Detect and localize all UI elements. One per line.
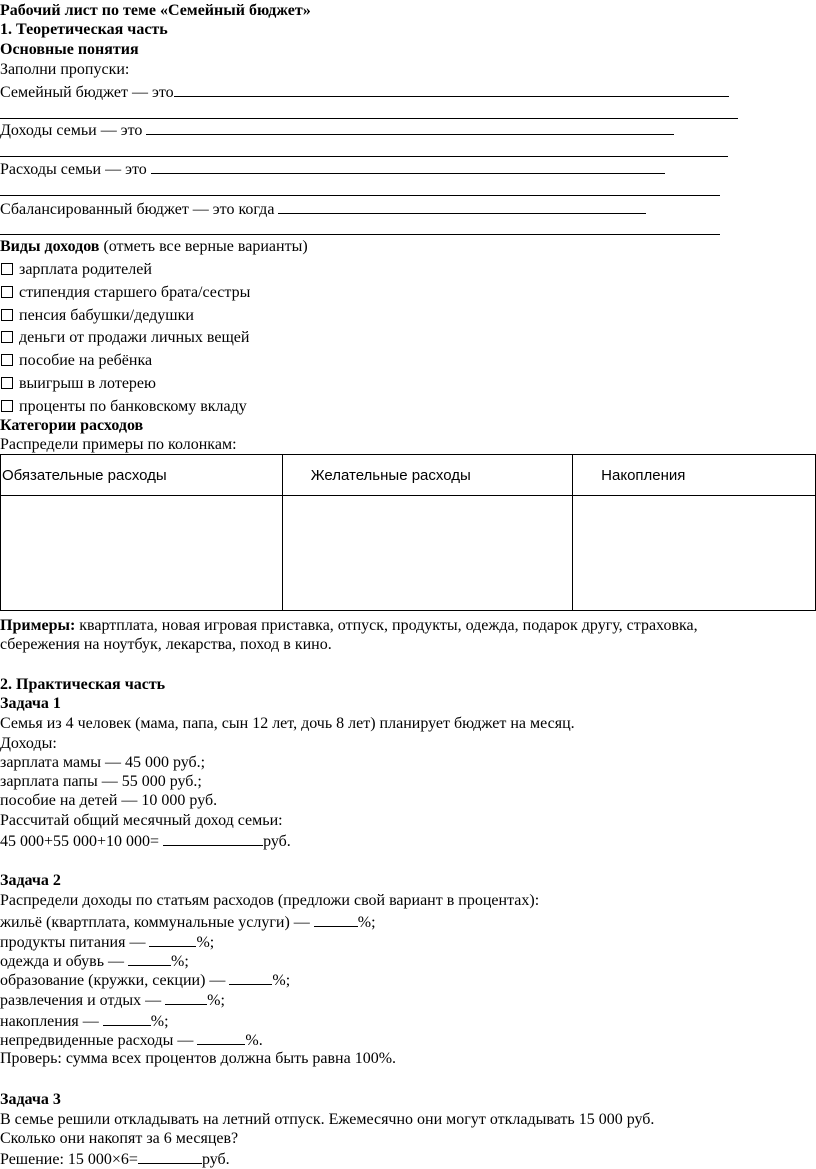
income-types-heading: Виды доходов bbox=[0, 238, 100, 255]
task2-item bbox=[0, 990, 225, 1008]
task2-item-label: продукты питания — bbox=[0, 934, 146, 951]
checkbox[interactable] bbox=[1, 400, 13, 412]
question-balanced-label: Сбалансированный бюджет — это когда bbox=[0, 201, 275, 218]
task2-heading: Задача 2 bbox=[0, 872, 61, 889]
income-option[interactable] bbox=[0, 284, 250, 302]
task3-question: Сколько они накопят за 6 месяцев? bbox=[0, 1130, 239, 1147]
task1-line: Семья из 4 человек (мама, папа, сын 12 лет, дочь 8 лет) планирует бюджет на месяц. bbox=[0, 715, 575, 732]
task2-item bbox=[0, 912, 376, 930]
task2-intro: Распредели доходы по статьям расходов (предложи свой вариант в процентах): bbox=[0, 892, 540, 909]
checkbox[interactable] bbox=[1, 263, 13, 275]
income-types-line bbox=[0, 238, 308, 256]
column-header-savings: Накопления bbox=[573, 455, 816, 496]
answer-blank[interactable] bbox=[278, 199, 646, 214]
percent-blank[interactable] bbox=[197, 1030, 245, 1045]
percent-blank[interactable] bbox=[314, 912, 358, 927]
percent-suffix: %; bbox=[196, 934, 215, 951]
percent-suffix: %; bbox=[171, 953, 189, 970]
checkbox[interactable] bbox=[1, 377, 13, 389]
task1-question: Рассчитай общий месячный доход семьи: bbox=[0, 812, 283, 829]
column-header-desirable: Желательные расходы bbox=[282, 455, 572, 496]
question-expenses-label: Расходы семьи — это bbox=[0, 161, 147, 178]
question-budget-label: Семейный бюджет — это bbox=[0, 84, 174, 101]
answer-cell-mandatory[interactable] bbox=[1, 496, 283, 611]
answer-line[interactable] bbox=[0, 234, 720, 235]
expense-categories-heading: Категории расходов bbox=[0, 417, 144, 434]
option-label: пенсия бабушки/дедушки bbox=[19, 307, 194, 324]
income-types-hint: (отметь все верные варианты) bbox=[99, 238, 308, 255]
distribute-instruction: Распредели примеры по колонкам: bbox=[0, 436, 237, 453]
percent-suffix: %; bbox=[150, 1013, 169, 1030]
answer-blank[interactable] bbox=[138, 1149, 202, 1164]
task1-heading: Задача 1 bbox=[0, 695, 61, 712]
answer-line[interactable] bbox=[0, 118, 738, 119]
checkbox[interactable] bbox=[1, 309, 13, 321]
checkbox[interactable] bbox=[1, 354, 13, 366]
percent-blank[interactable] bbox=[165, 990, 207, 1005]
option-label: деньги от продажи личных вещей bbox=[19, 329, 250, 346]
option-label: стипендия старшего брата/сестры bbox=[19, 284, 251, 301]
table-header-row bbox=[1, 455, 816, 496]
examples-text: квартплата, новая игровая приставка, отпуск, продукты, одежда, подарок другу, страховка, bbox=[75, 617, 698, 634]
percent-blank[interactable] bbox=[128, 951, 171, 966]
option-label: пособие на ребёнка bbox=[19, 352, 153, 369]
examples-line bbox=[0, 617, 698, 635]
task2-item bbox=[0, 951, 189, 969]
examples-label: Примеры: bbox=[0, 617, 76, 634]
column-header-mandatory: Обязательные расходы bbox=[1, 455, 283, 496]
answer-cell-desirable[interactable] bbox=[282, 496, 572, 611]
percent-suffix: %; bbox=[272, 972, 291, 989]
task2-check: Проверь: сумма всех процентов должна быть равна 100%. bbox=[0, 1050, 397, 1067]
task3-heading: Задача 3 bbox=[0, 1091, 61, 1108]
task1-item: зарплата мамы — 45 000 руб.; bbox=[0, 754, 206, 771]
task2-item-label: непредвиденные расходы — bbox=[0, 1032, 194, 1049]
question-income-label: Доходы семьи — это bbox=[0, 122, 143, 139]
income-option[interactable] bbox=[0, 398, 247, 416]
income-option[interactable] bbox=[0, 329, 249, 347]
task3-unit: руб. bbox=[201, 1151, 230, 1168]
task3-solution-line bbox=[0, 1149, 230, 1167]
task3-line: В семье решили откладывать на летний отпуск. Ежемесячно они могут откладывать 15 000 руб. bbox=[0, 1111, 655, 1128]
examples-text-2: сбережения на ноутбук, лекарства, поход в кино. bbox=[0, 636, 332, 653]
task1-equation-line bbox=[0, 831, 291, 849]
task1-item: зарплата папы — 55 000 руб.; bbox=[0, 773, 202, 790]
answer-cell-savings[interactable] bbox=[573, 496, 816, 611]
task1-unit: руб. bbox=[263, 833, 291, 850]
percent-suffix: %; bbox=[207, 992, 225, 1009]
task1-equation: 45 000+55 000+10 000= bbox=[0, 833, 160, 850]
expense-categories-table bbox=[0, 454, 816, 611]
question-expenses bbox=[0, 159, 665, 177]
task2-item bbox=[0, 932, 214, 950]
percent-suffix: %. bbox=[245, 1032, 263, 1049]
task2-item-label: накопления — bbox=[0, 1013, 99, 1030]
percent-blank[interactable] bbox=[229, 970, 272, 985]
checkbox[interactable] bbox=[1, 331, 13, 343]
income-option[interactable] bbox=[0, 307, 194, 325]
question-balanced bbox=[0, 199, 646, 217]
income-option[interactable] bbox=[0, 375, 156, 393]
task2-item-label: жильё (квартплата, коммунальные услуги) — bbox=[0, 914, 310, 931]
task2-item-label: развлечения и отдых — bbox=[0, 992, 162, 1009]
fill-instruction: Заполни пропуски: bbox=[0, 61, 130, 78]
answer-line[interactable] bbox=[0, 195, 720, 196]
task2-item bbox=[0, 1030, 263, 1048]
worksheet-title: Рабочий лист по теме «Семейный бюджет» bbox=[0, 2, 311, 19]
answer-blank[interactable] bbox=[174, 82, 729, 97]
option-label: зарплата родителей bbox=[19, 261, 152, 278]
task2-item-label: образование (кружки, секции) — bbox=[0, 972, 226, 989]
question-income bbox=[0, 120, 674, 138]
answer-line[interactable] bbox=[0, 156, 728, 157]
part1-heading: 1. Теоретическая часть bbox=[0, 21, 168, 38]
answer-blank[interactable] bbox=[163, 831, 263, 846]
task1-income-label: Доходы: bbox=[0, 735, 57, 752]
question-budget bbox=[0, 82, 729, 100]
option-label: проценты по банковскому вкладу bbox=[19, 398, 247, 415]
task2-item-label: одежда и обувь — bbox=[0, 953, 125, 970]
checkbox[interactable] bbox=[1, 286, 13, 298]
concepts-heading: Основные понятия bbox=[0, 41, 139, 58]
task1-item: пособие на детей — 10 000 руб. bbox=[0, 792, 218, 809]
task3-solution: Решение: 15 000×6= bbox=[0, 1151, 138, 1168]
option-label: выигрыш в лотерею bbox=[19, 375, 156, 392]
answer-blank[interactable] bbox=[151, 159, 665, 174]
percent-blank[interactable] bbox=[149, 932, 196, 947]
table-row bbox=[1, 496, 816, 611]
task2-item bbox=[0, 1011, 169, 1029]
answer-blank[interactable] bbox=[146, 120, 674, 135]
income-option[interactable] bbox=[0, 352, 152, 370]
percent-suffix: %; bbox=[357, 914, 376, 931]
percent-blank[interactable] bbox=[103, 1011, 151, 1026]
part2-heading: 2. Практическая часть bbox=[0, 676, 166, 693]
task2-item bbox=[0, 970, 290, 988]
income-option[interactable] bbox=[0, 261, 152, 279]
